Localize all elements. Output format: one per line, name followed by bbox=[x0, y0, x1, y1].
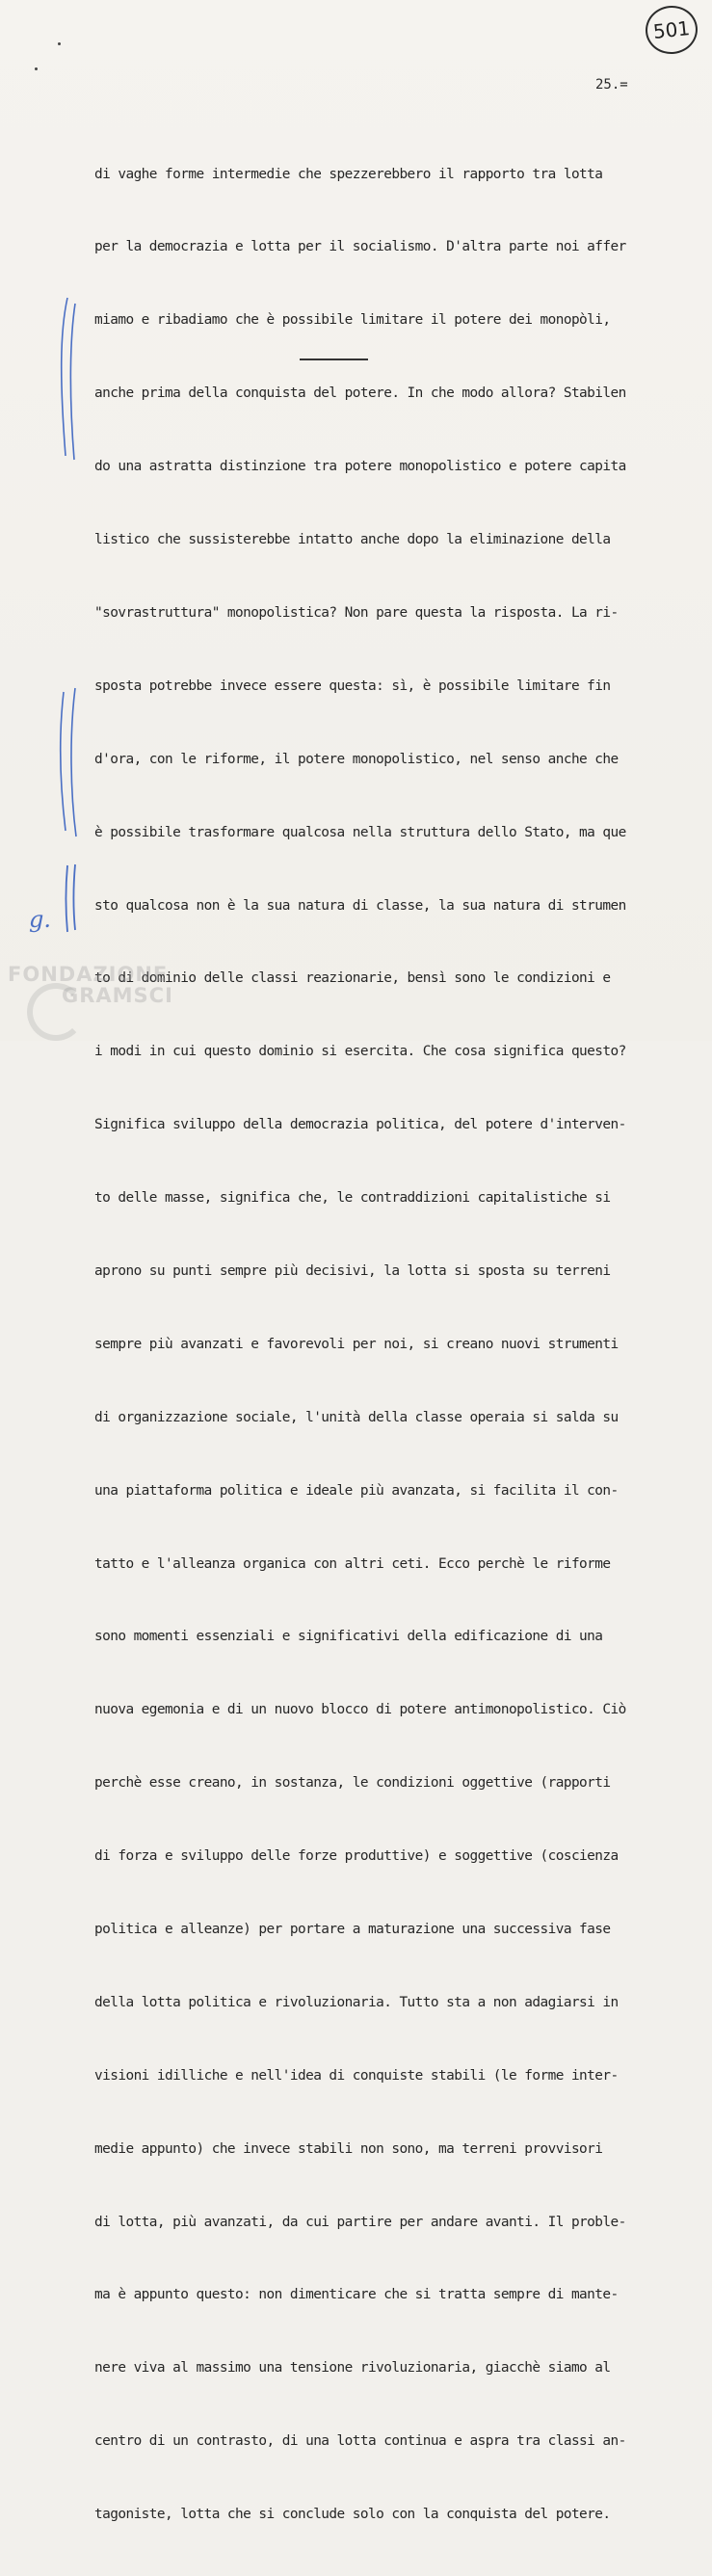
underline-mark bbox=[300, 359, 368, 360]
text-line: sono momenti essenziali e significativi della edificazione di una bbox=[94, 1629, 603, 1645]
text-line: per la democrazia e lotta per il socialismo. D'altra parte noi affer bbox=[94, 239, 626, 255]
folio-stamp bbox=[644, 3, 700, 56]
text-line: to di dominio delle classi reazionarie, bensì sono le condizioni e bbox=[94, 970, 611, 987]
watermark-line-1: FONDAZIONE bbox=[8, 963, 169, 986]
text-line: sto qualcosa non è la sua natura di classe, la sua natura di strumen bbox=[94, 897, 626, 914]
text-line: di organizzazione sociale, l'unità della classe operaia si salda su bbox=[94, 1409, 619, 1425]
text-line: visioni idilliche e nell'idea di conquiste stabili (le forme inter- bbox=[94, 2067, 619, 2084]
text-line: sempre più avanzati e favorevoli per noi, si creano nuovi strumenti bbox=[94, 1336, 619, 1352]
text-line: centro di un contrasto, di una lotta continua e aspra tra classi an- bbox=[94, 2433, 626, 2450]
text-line: nere viva al massimo una tensione rivoluzionaria, giacchè siamo al bbox=[94, 2360, 611, 2377]
text-line: to delle masse, significa che, le contraddizioni capitalistiche si bbox=[94, 1190, 611, 1207]
text-line: "sovrastruttura" monopolistica? Non pare questa la risposta. La ri- bbox=[94, 604, 619, 621]
text-line: Significa sviluppo della democrazia politica, del potere d'interven- bbox=[94, 1117, 626, 1133]
text-line: medie appunto) che invece stabili non sono, ma terreni provvisori bbox=[94, 2140, 603, 2157]
body-text bbox=[94, 114, 682, 2576]
text-line: nuova egemonia e di un nuovo blocco di potere antimonopolistico. Ciò bbox=[94, 1702, 626, 1718]
text-line: listico che sussisterebbe intatto anche dopo la eliminazione della bbox=[94, 532, 611, 548]
text-line: miamo e ribadiamo che è possibile limitare il potere dei monopòli, bbox=[94, 312, 611, 329]
text-line: di vaghe forme intermedie che spezzerebbero il rapporto tra lotta bbox=[94, 166, 603, 182]
margin-annotation: g. bbox=[29, 906, 51, 933]
watermark bbox=[8, 964, 173, 1006]
text-line: una piattaforma politica e ideale più avanzata, si facilita il con- bbox=[94, 1482, 619, 1499]
text-line: do una astratta distinzione tra potere monopolistico e potere capita bbox=[94, 459, 626, 475]
text-line: anche prima della conquista del potere. In che modo allora? Stabilen bbox=[94, 385, 626, 402]
margin-bracket-1 bbox=[54, 294, 83, 463]
text-line: di forza e sviluppo delle forze produttive) e soggettive (coscienza bbox=[94, 1848, 619, 1865]
text-line: i modi in cui questo dominio si esercita. Che cosa significa questo? bbox=[94, 1044, 626, 1060]
folio-number: 501 bbox=[651, 16, 692, 43]
page-number: 25.= bbox=[595, 77, 628, 93]
text-line: aprono su punti sempre più decisivi, la lotta si sposta su terreni bbox=[94, 1262, 611, 1279]
margin-double-line bbox=[60, 863, 83, 935]
text-line: perchè esse creano, in sostanza, le condizioni oggettive (rapporti bbox=[94, 1775, 611, 1792]
text-line: è possibile trasformare qualcosa nella struttura dello Stato, ma que bbox=[94, 824, 626, 840]
margin-bracket-2 bbox=[56, 686, 85, 840]
text-line: ma è appunto questo: non dimenticare che si tratta sempre di mante- bbox=[94, 2287, 619, 2303]
text-line: d'ora, con le riforme, il potere monopolistico, nel senso anche che bbox=[94, 751, 619, 767]
text-line: politica e alleanze) per portare a maturazione una successiva fase bbox=[94, 1921, 611, 1937]
text-line: della lotta politica e rivoluzionaria. Tutto sta a non adagiarsi in bbox=[94, 1994, 619, 2010]
text-line: tatto e l'alleanza organica con altri ceti. Ecco perchè le riforme bbox=[94, 1555, 611, 1572]
text-line: sposta potrebbe invece essere questa: sì, è possibile limitare fin bbox=[94, 677, 611, 694]
text-line: di lotta, più avanzati, da cui partire per andare avanti. Il proble- bbox=[94, 2214, 626, 2230]
watermark-line-2: GRAMSCI bbox=[62, 984, 173, 1007]
text-line: tagoniste, lotta che si conclude solo con la conquista del potere. bbox=[94, 2507, 611, 2523]
speck bbox=[35, 67, 38, 70]
speck bbox=[58, 42, 61, 45]
